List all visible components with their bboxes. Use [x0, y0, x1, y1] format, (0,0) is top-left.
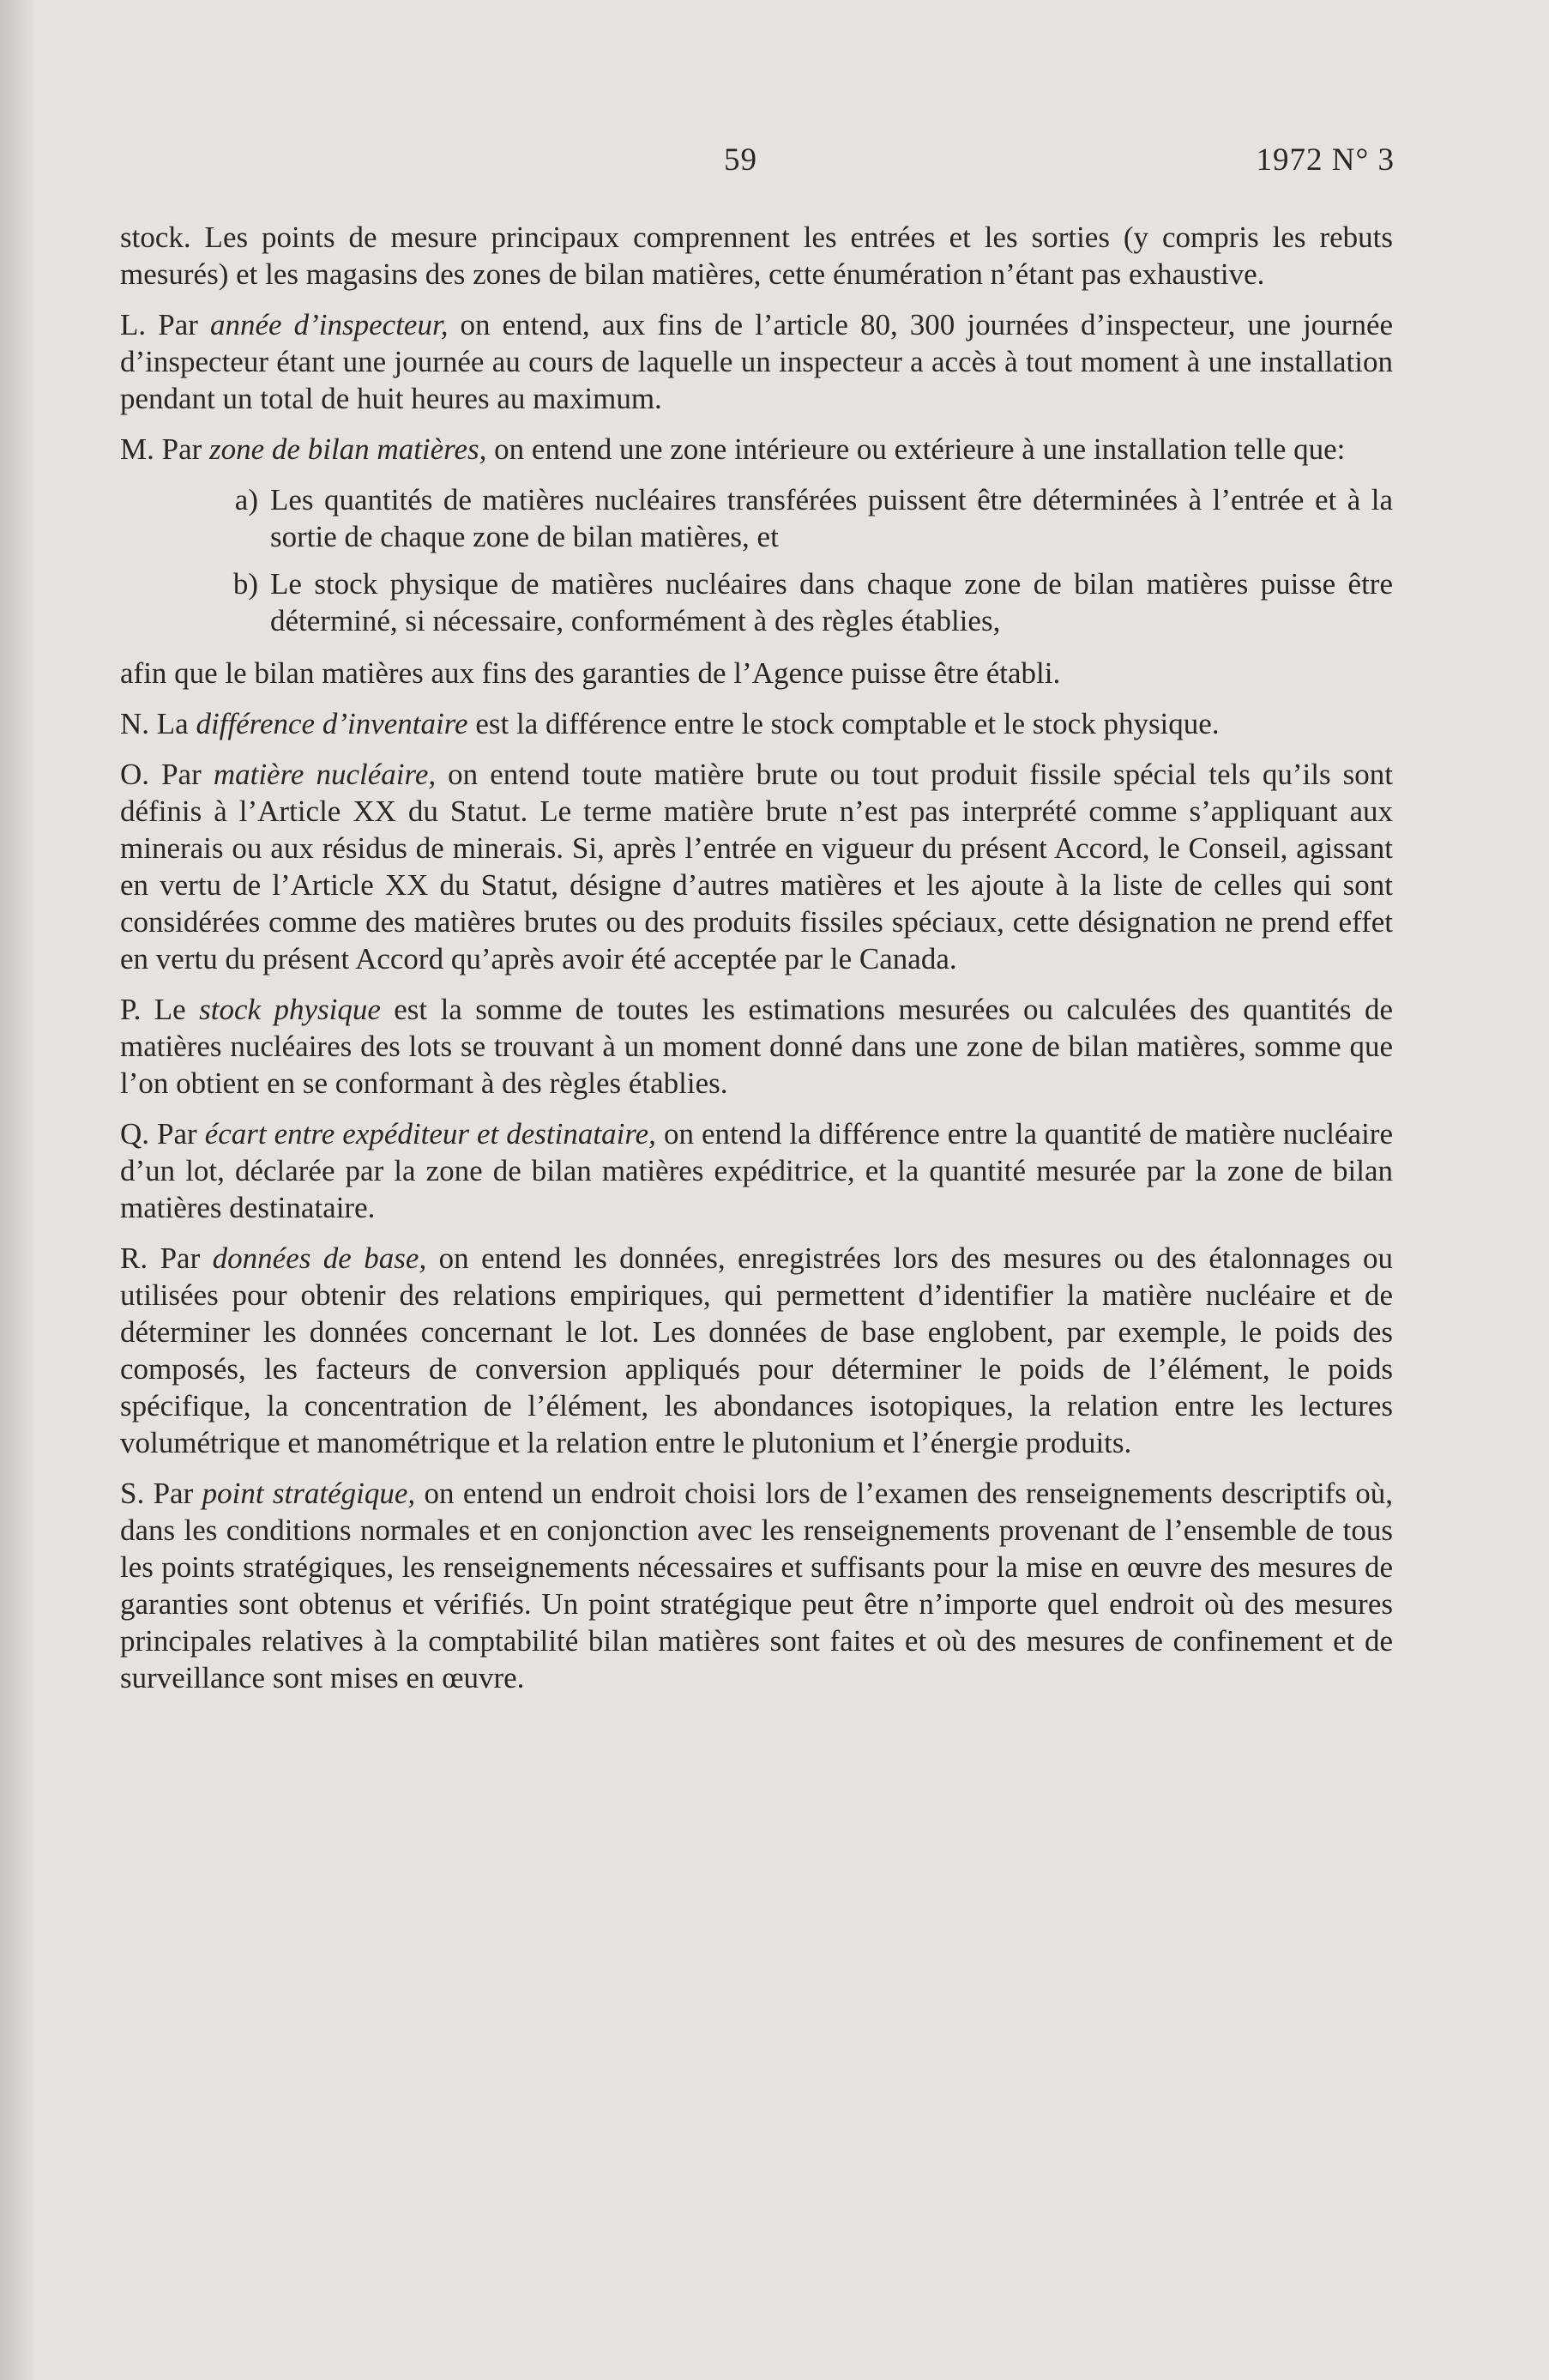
- definition-letter: R.: [120, 1241, 148, 1275]
- definition-M: [120, 431, 1393, 468]
- defined-term: année d’inspecteur,: [209, 308, 449, 341]
- definition-letter: P.: [120, 993, 142, 1026]
- definition-letter: Q.: [120, 1117, 150, 1151]
- definition-N: [120, 705, 1393, 742]
- list-marker: b): [232, 567, 258, 601]
- definition-letter: M.: [120, 432, 154, 466]
- definition-letter: L.: [120, 308, 147, 341]
- defined-term: zone de bilan matières,: [209, 432, 487, 466]
- definition-text: est la somme de toutes les estimations mesurées ou calculées des quantités de matières nucléaires des lots se trouvant à un moment donné dans une zone de bilan matières, somme que l’on obtient en se conformant à des règles établies.: [120, 993, 1394, 1100]
- intro-paragraph: stock. Les points de mesure principaux comprennent les entrées et les sorties (y compris les rebuts mesurés) et les magasins des zones de bilan matières, cette énumération n’étant pas exhaustive.: [120, 220, 1393, 291]
- definition-Q: [120, 1115, 1393, 1226]
- defined-term: point stratégique,: [202, 1477, 416, 1510]
- list-text: Le stock physique de matières nucléaires dans chaque zone de bilan matières puisse être déterminé, si nécessaire, conformément à des règles établies,: [270, 567, 1393, 637]
- definition-lead: Par: [161, 432, 210, 466]
- definition-lead: Par: [161, 758, 214, 791]
- page-header: [0, 142, 1549, 193]
- defined-term: matière nucléaire,: [213, 758, 437, 791]
- defined-term: écart entre expéditeur et destinataire,: [204, 1117, 656, 1151]
- definition-letter: S.: [120, 1477, 145, 1510]
- definition-O: [120, 756, 1393, 977]
- binding-gutter: [0, 0, 33, 2380]
- list-item: [120, 565, 1393, 639]
- definition-lead: Par: [158, 308, 210, 341]
- definition-text: on entend une zone intérieure ou extérieure à une installation telle que:: [486, 432, 1346, 466]
- definition-letter: O.: [120, 758, 150, 791]
- definition-text: on entend les données, enregistrées lors des mesures ou des étalonnages ou utilisées pour obtenir des relations empiriques, qui permettent d’identifier la matière nucléaire et de déterminer les données concernant le lot. Les données de base englobent, par exemple, le poids des composés, les facteurs de conversion appliqués pour déterminer le poids de l’élément, le poids spécifique, la concentration de l’élément, les abondances isotopiques, la relation entre les lectures volumétrique et manométrique et la relation entre le plutonium et l’énergie produits.: [120, 1241, 1394, 1459]
- defined-term: stock physique: [199, 993, 381, 1026]
- defined-term: différence d’inventaire: [196, 707, 468, 740]
- definition-L: [120, 306, 1393, 417]
- definition-text: on entend, aux fins de l’article 80, 300 journées d’inspecteur, une journée d’inspecteur étant une journée au cours de laquelle un inspecteur a accès à tout moment à une installation pendant un total de huit heures au maximum.: [120, 308, 1394, 415]
- list-conclusion: afin que le bilan matières aux fins des garanties de l’Agence puisse être établi.: [120, 656, 1061, 690]
- document-body: [120, 219, 1393, 1710]
- definition-lead: La: [156, 707, 196, 740]
- definition-lead: Le: [154, 993, 200, 1026]
- definition-S: [120, 1475, 1393, 1696]
- definition-R: [120, 1240, 1393, 1461]
- defined-term: données de base,: [212, 1241, 427, 1275]
- definition-lead: Par: [157, 1117, 205, 1151]
- list-marker: a): [234, 483, 258, 516]
- definition-letter: N.: [120, 707, 150, 740]
- definition-text: est la différence entre le stock comptable et le stock physique.: [467, 707, 1220, 740]
- definition-lead: Par: [153, 1477, 202, 1510]
- list-text: Les quantités de matières nucléaires transférées puissent être déterminées à l’entrée et à la sortie de chaque zone de bilan matières, et: [270, 483, 1393, 553]
- condition-list: [120, 481, 1393, 639]
- page-number: 59: [724, 142, 757, 178]
- list-item: [120, 481, 1393, 555]
- definition-text: on entend un endroit choisi lors de l’examen des renseignements descriptifs où, dans les conditions normales et en conjonction avec les renseignements provenant de l’ensemble de tous les points stratégiques, les renseignements nécessaires et suffisants pour la mise en œuvre des mesures de garanties sont obtenus et vérifiés. Un point stratégique peut être n’importe quel endroit où des mesures principales relatives à la comptabilité bilan matières sont faites et où des mesures de confinement et de surveillance sont mises en œuvre.: [120, 1477, 1394, 1694]
- definition-lead: Par: [160, 1241, 213, 1275]
- definition-P: [120, 991, 1393, 1102]
- definition-text: on entend la différence entre la quantité de matière nucléaire d’un lot, déclarée par la zone de bilan matières expéditrice, et la quantité mesurée par la zone de bilan matières destinataire.: [120, 1117, 1393, 1224]
- document-reference: 1972 N° 3: [1256, 142, 1395, 178]
- definition-text: on entend toute matière brute ou tout produit fissile spécial tels qu’ils sont définis à l’Article XX du Statut. Le terme matière brute n’est pas interprété comme s’appliquant aux minerais ou aux résidus de minerais. Si, après l’entrée en vigueur du présent Accord, le Conseil, agissant en vertu de l’Article XX du Statut, désigne d’autres matières et les ajoute à la liste de celles qui sont considérées comme des matières brutes ou des produits fissiles spéciaux, cette désignation ne prend effet en vertu du présent Accord qu’après avoir été acceptée par le Canada.: [120, 758, 1394, 976]
